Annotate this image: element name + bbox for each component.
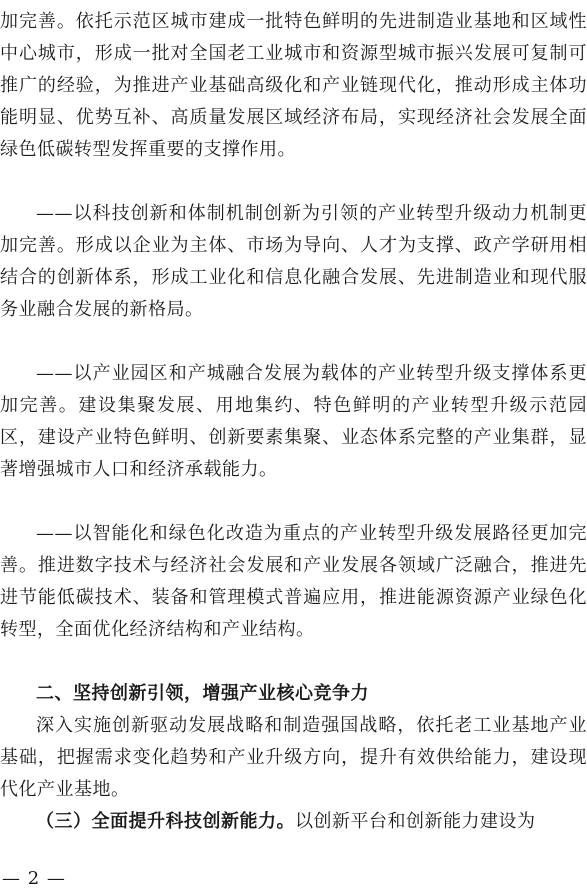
section-heading: 二、坚持创新引领，增强产业核心竞争力: [36, 683, 369, 704]
paragraph-intelligent-green: ——以智能化和绿色化改造为重点的产业转型升级发展路径更加完善。推进数字技术与经济社会发展和产业发展各领域广泛融合，推进先进节能低碳技术、装备和管理模式普遍应用，推进能源资源产业绿色化转型，全面优化经济结构和产业结构。: [0, 523, 587, 640]
subsection-lead: （三）全面提升科技创新能力。: [36, 811, 295, 832]
subsection-paragraph: [0, 806, 587, 838]
section-intro-paragraph: 深入实施创新驱动发展战略和制造强国战略，依托老工业基地产业基础，把握需求变化趋势和产业升级方向，提升有效供给能力，建设现代化产业基地。: [0, 715, 587, 800]
paragraph-continuation: 加完善。依托示范区城市建成一批特色鲜明的先进制造业基地和区域性中心城市，形成一批对全国老工业城市和资源型城市振兴发展可复制可推广的经验，为推进产业基础高级化和产业链现代化，推动形成主体功能明显、优势互补、高质量发展区域经济布局，实现经济社会发展全面绿色低碳转型发挥重要的支撑作用。: [0, 11, 587, 160]
subsection-text: 以创新平台和创新能力建设为: [295, 811, 536, 832]
paragraph-innovation-mechanism: ——以科技创新和体制机制创新为引领的产业转型升级动力机制更加完善。形成以企业为主体、市场为导向、人才为支撑、政产学研用相结合的创新体系，形成工业化和信息化融合发展、先进制造业和现代服务业融合发展的新格局。: [0, 203, 587, 320]
paragraph-industrial-parks: ——以产业园区和产城融合发展为载体的产业转型升级支撑体系更加完善。建设集聚发展、用地集约、特色鲜明的产业转型升级示范园区，建设产业特色鲜明、创新要素集聚、业态体系完整的产业集群，显著增强城市人口和经济承载能力。: [0, 363, 587, 480]
page-number: — 2 —: [2, 868, 66, 889]
